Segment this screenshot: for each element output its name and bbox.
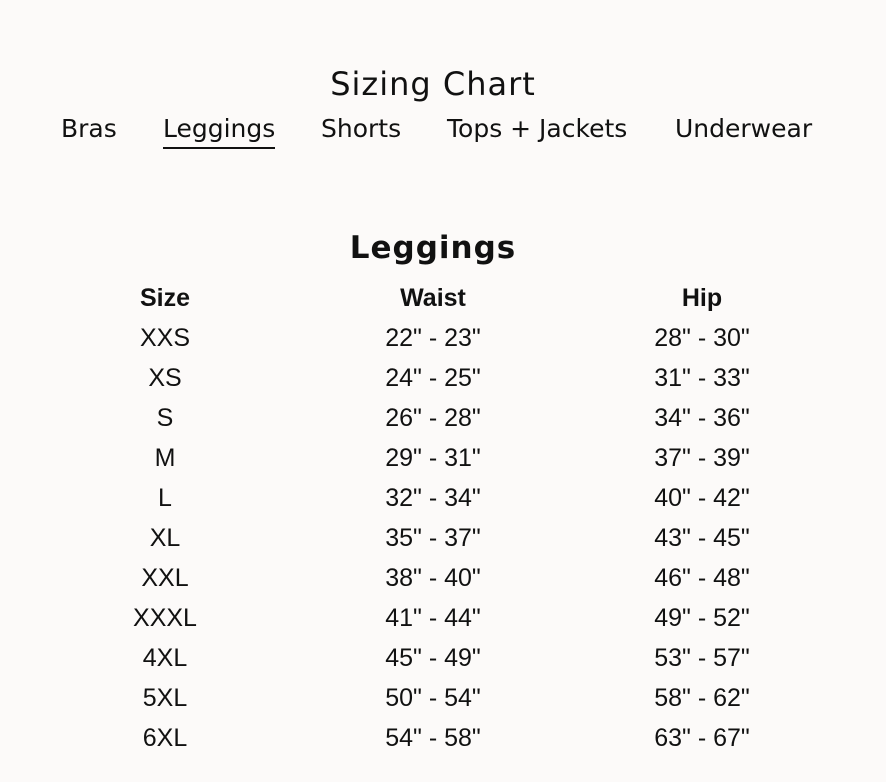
tab-tops-jackets[interactable]: Tops + Jackets: [447, 114, 628, 143]
category-tabs: [0, 114, 886, 154]
section-title: Leggings: [349, 229, 517, 266]
size-cell: 5XL: [142, 683, 188, 712]
table-row: [30, 678, 838, 718]
hip-cell: 43" - 45": [654, 523, 750, 552]
hip-cell: 34" - 36": [654, 403, 750, 432]
waist-cell: 24" - 25": [385, 363, 481, 392]
column-header-size: Size: [139, 283, 191, 312]
size-cell: XS: [148, 363, 182, 392]
table-row: [30, 718, 838, 758]
size-cell: S: [156, 403, 174, 432]
size-cell: XL: [149, 523, 181, 552]
waist-cell: 22" - 23": [385, 323, 481, 352]
hip-cell: 49" - 52": [654, 603, 750, 632]
hip-cell: 31" - 33": [654, 363, 750, 392]
waist-cell: 50" - 54": [385, 683, 481, 712]
table-header-row: [30, 278, 838, 318]
hip-cell: 46" - 48": [654, 563, 750, 592]
tab-leggings[interactable]: Leggings: [163, 114, 275, 149]
table-row: [30, 438, 838, 478]
size-cell: XXL: [141, 563, 189, 592]
waist-cell: 41" - 44": [385, 603, 481, 632]
size-cell: 6XL: [142, 723, 188, 752]
hip-cell: 37" - 39": [654, 443, 750, 472]
table-row: [30, 398, 838, 438]
table-row: [30, 558, 838, 598]
size-cell: M: [154, 443, 176, 472]
size-cell: XXS: [139, 323, 191, 352]
size-cell: XXXL: [133, 603, 197, 632]
hip-cell: 58" - 62": [654, 683, 750, 712]
page-title: Sizing Chart: [330, 65, 536, 104]
tab-shorts[interactable]: Shorts: [321, 114, 402, 143]
column-header-hip: Hip: [681, 283, 723, 312]
size-table: [30, 278, 838, 758]
table-row: [30, 638, 838, 678]
waist-cell: 26" - 28": [385, 403, 481, 432]
waist-cell: 29" - 31": [385, 443, 481, 472]
hip-cell: 40" - 42": [654, 483, 750, 512]
size-cell: L: [158, 483, 172, 512]
tab-bras[interactable]: Bras: [61, 114, 117, 143]
table-row: [30, 478, 838, 518]
waist-cell: 54" - 58": [385, 723, 481, 752]
waist-cell: 38" - 40": [385, 563, 481, 592]
column-header-waist: Waist: [400, 283, 466, 312]
waist-cell: 45" - 49": [385, 643, 481, 672]
tab-underwear[interactable]: Underwear: [675, 114, 813, 143]
waist-cell: 35" - 37": [385, 523, 481, 552]
table-row: [30, 318, 838, 358]
table-row: [30, 518, 838, 558]
hip-cell: 63" - 67": [654, 723, 750, 752]
table-row: [30, 598, 838, 638]
table-row: [30, 358, 838, 398]
size-cell: 4XL: [142, 643, 188, 672]
hip-cell: 53" - 57": [654, 643, 750, 672]
hip-cell: 28" - 30": [654, 323, 750, 352]
waist-cell: 32" - 34": [385, 483, 481, 512]
